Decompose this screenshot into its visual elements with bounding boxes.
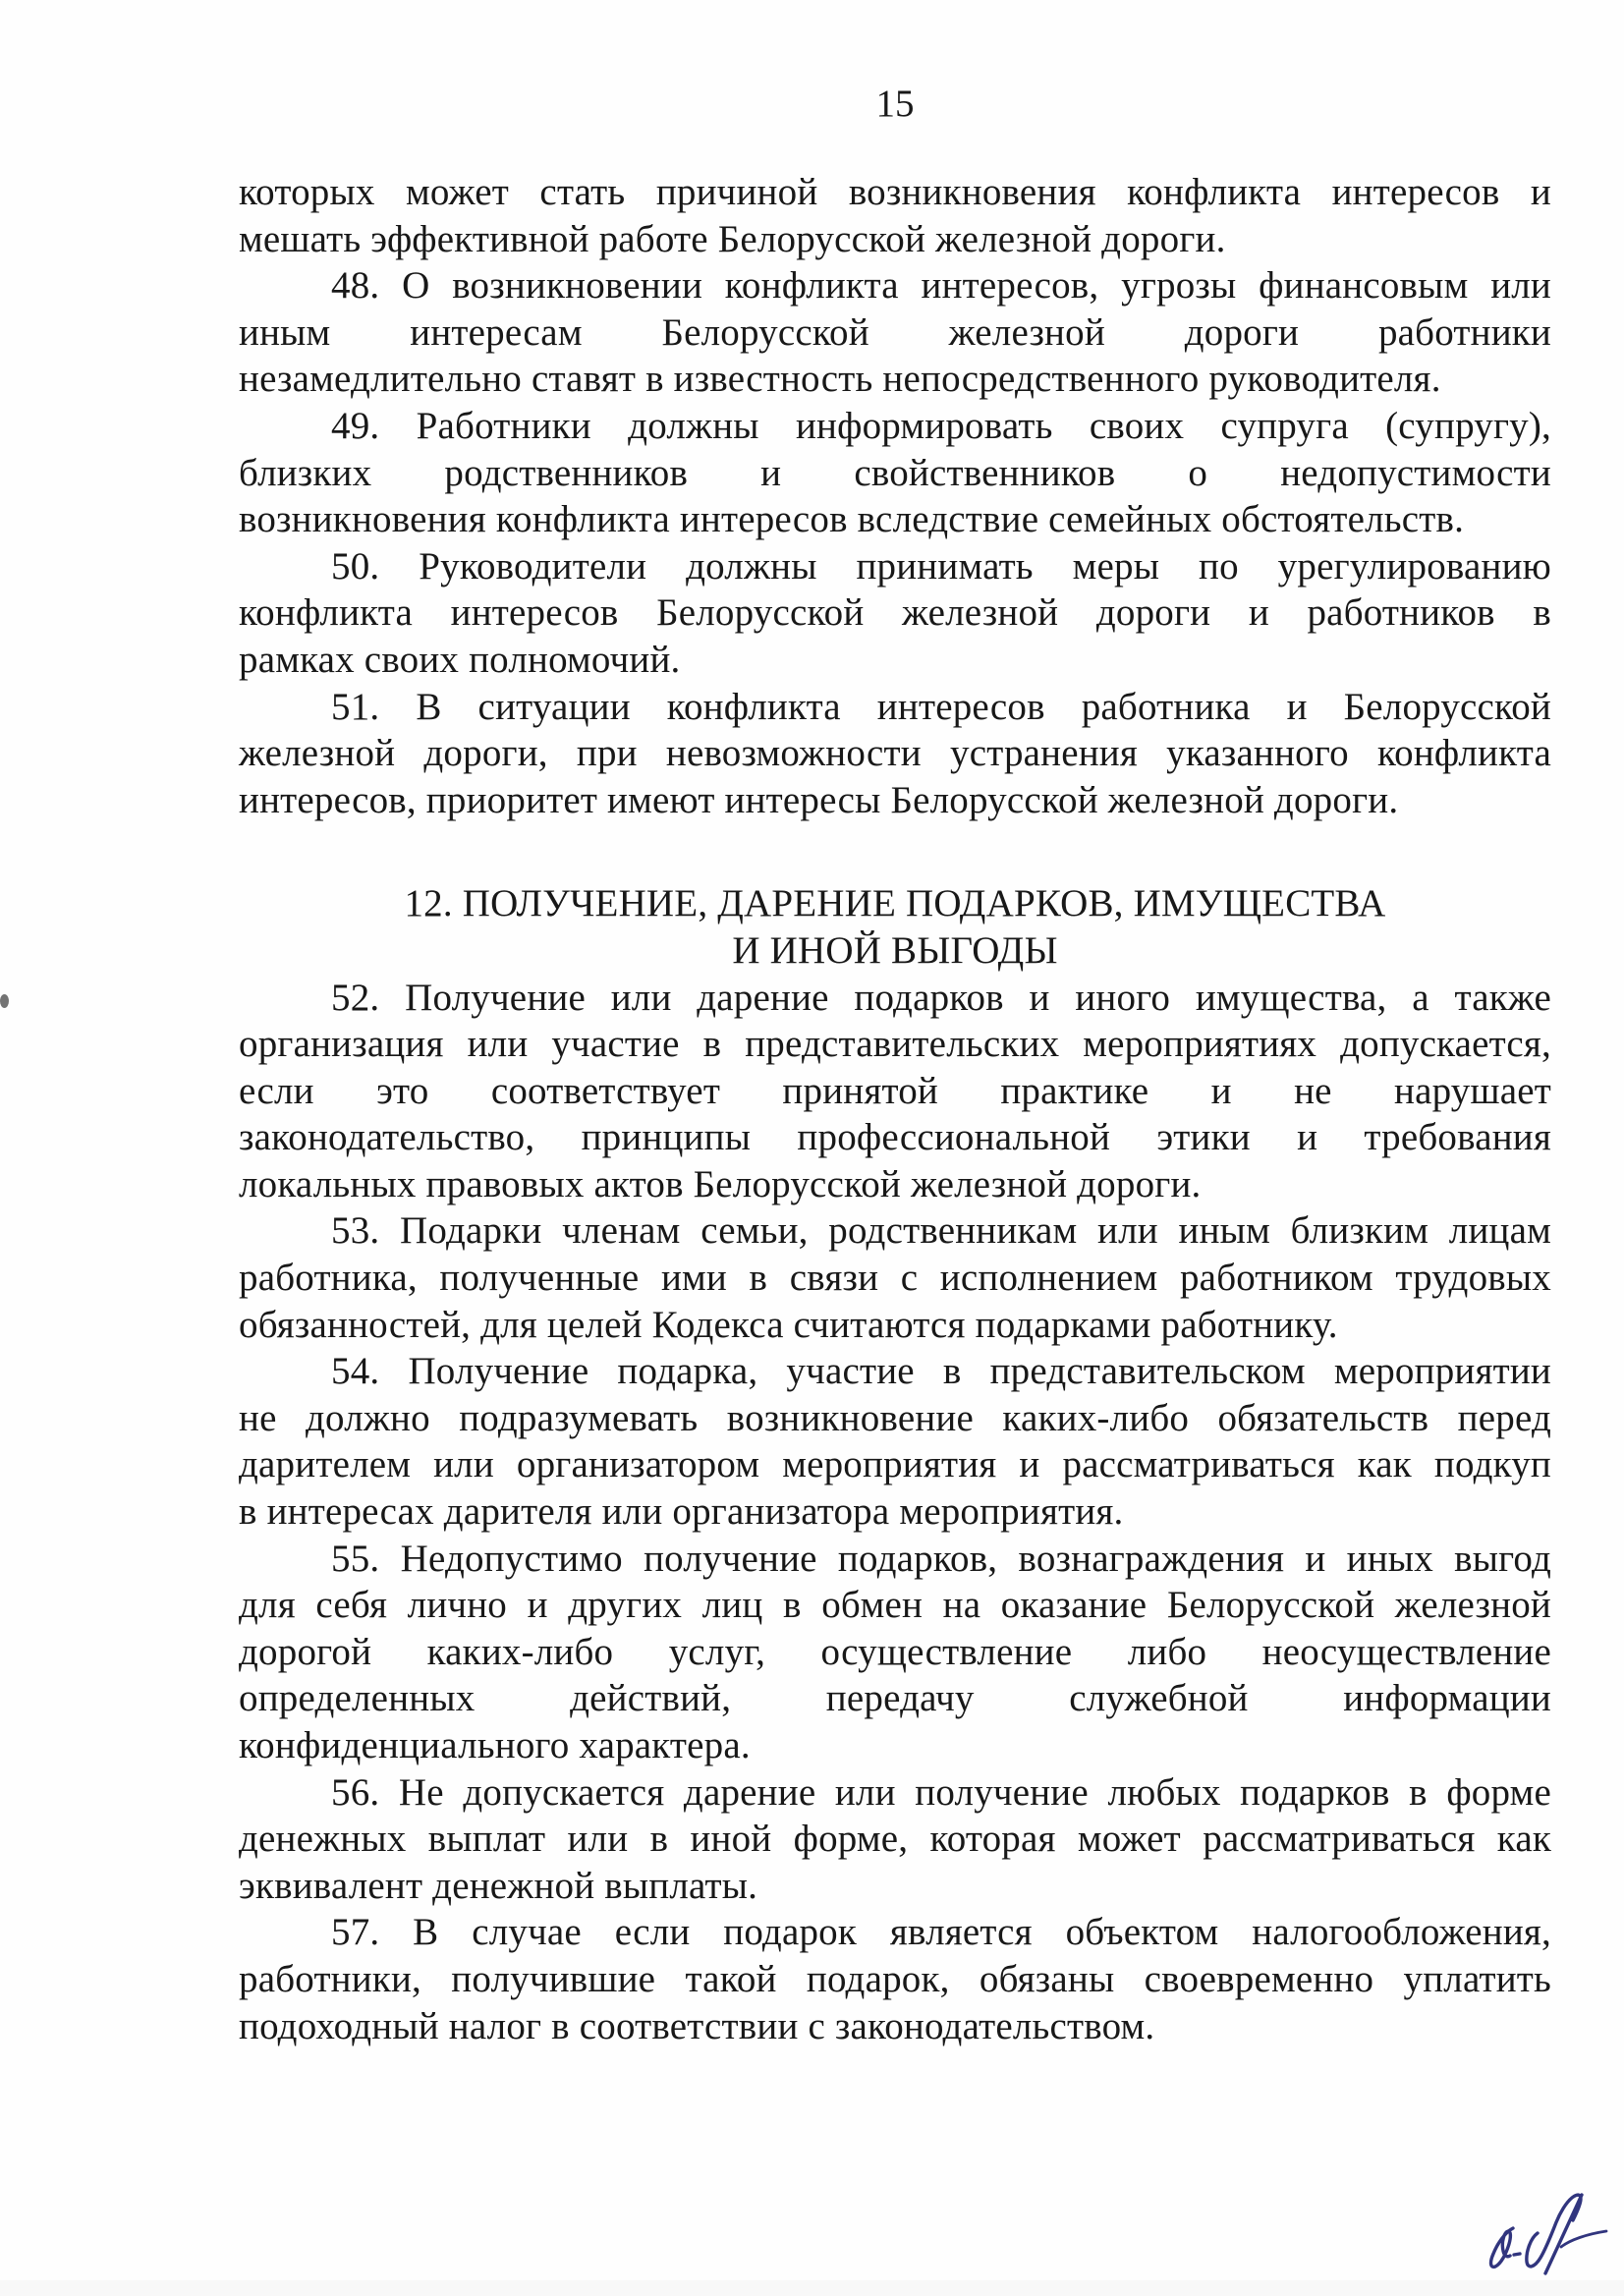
paragraph-48 (239, 262, 1551, 403)
text-line: организация или участие в представительских мероприятиях допускается, (239, 1023, 1551, 1066)
text-line: 56. Не допускается дарение или получение любых подарков в форме (331, 1770, 1551, 1814)
text-line: подоходный налог в соответствии с законодательством. (239, 2004, 1155, 2047)
text-line: локальных правовых актов Белорусской железной дороги. (239, 1162, 1202, 1205)
text-line: 50. Руководители должны принимать меры по урегулированию (331, 544, 1551, 588)
text-line: 53. Подарки членам семьи, родственникам или иным близким лицам (331, 1209, 1551, 1253)
section-heading (239, 880, 1551, 974)
text-line: работники, получившие такой подарок, обязаны своевременно уплатить (239, 1957, 1551, 2000)
paragraph-53 (239, 1207, 1551, 1348)
text-line: 48. О возникновении конфликта интересов, угрозы финансовым или (331, 264, 1551, 308)
scan-artifact-speck (0, 994, 9, 1008)
paragraph-55 (239, 1536, 1551, 1769)
paragraph-49 (239, 403, 1551, 543)
paragraph-54 (239, 1348, 1551, 1535)
text-line: рамках своих полномочий. (239, 638, 681, 681)
text-line: эквивалент денежной выплаты. (239, 1864, 758, 1907)
section-heading-line-2: И ИНОЙ ВЫГОДЫ (732, 928, 1058, 972)
paragraph-51 (239, 684, 1551, 824)
text-line: 54. Получение подарка, участие в представительском мероприятии (331, 1350, 1551, 1393)
paragraph-56 (239, 1769, 1551, 1910)
text-line: интересов, приоритет имеют интересы Белорусской железной дороги. (239, 778, 1399, 821)
text-block (239, 169, 1551, 2049)
text-line: если это соответствует принятой практике и не нарушает (239, 1069, 1551, 1112)
text-line: определенных действий, передачу служебной информации (239, 1677, 1551, 1720)
text-line: не должно подразумевать возникновение каких-либо обязательств перед (239, 1396, 1551, 1439)
text-line: в интересах дарителя или организатора мероприятия. (239, 1490, 1124, 1534)
text-line: мешать эффективной работе Белорусской железной дороги. (239, 217, 1226, 260)
paragraph-50 (239, 543, 1551, 684)
page-number: 15 (875, 83, 915, 125)
text-line: 51. В ситуации конфликта интересов работника и Белорусской (331, 685, 1551, 728)
scan-edge-shade (0, 2280, 1624, 2296)
paragraph-47 (239, 169, 1551, 262)
text-line: незамедлительно ставят в известность непосредственного руководителя. (239, 358, 1441, 401)
text-line: обязанностей, для целей Кодекса считаются подарками работнику. (239, 1303, 1338, 1346)
text-line: 55. Недопустимо получение подарков, вознаграждения и иных выгод (331, 1537, 1551, 1580)
text-line: для себя лично и других лиц в обмен на оказание Белорусской железной (239, 1584, 1551, 1627)
text-line: конфиденциального характера. (239, 1724, 751, 1766)
section-heading-line-1: 12. ПОЛУЧЕНИЕ, ДАРЕНИЕ ПОДАРКОВ, ИМУЩЕСТВА (404, 882, 1386, 925)
text-line: 49. Работники должны информировать своих супруга (супругу), (331, 404, 1551, 447)
text-line: возникновения конфликта интересов вследствие семейных обстоятельств. (239, 498, 1465, 541)
text-line: железной дороги, при невозможности устранения указанного конфликта (239, 732, 1551, 775)
paragraph-52 (239, 975, 1551, 1208)
text-line: законодательство, принципы профессиональной этики и требования (239, 1116, 1551, 1159)
text-line: 57. В случае если подарок является объектом налогообложения, (331, 1911, 1551, 1954)
text-line: 52. Получение или дарение подарков и иного имущества, а также (331, 976, 1551, 1019)
text-line: дарителем или организатором мероприятия и рассматриваться как подкуп (239, 1443, 1551, 1486)
text-line: денежных выплат или в иной форме, которая может рассматриваться как (239, 1818, 1551, 1861)
text-line: дорогой каких-либо услуг, осуществление либо неосуществление (239, 1630, 1551, 1673)
text-line: иным интересам Белорусской железной дороги работники (239, 310, 1551, 354)
paragraph-57 (239, 1909, 1551, 2049)
text-line: работника, полученные ими в связи с исполнением работником трудовых (239, 1257, 1551, 1300)
text-line: которых может стать причиной возникновения конфликта интересов и (239, 171, 1551, 213)
text-line: близких родственников и свойственников о недопустимости (239, 451, 1551, 494)
handwritten-signature (1444, 2171, 1624, 2296)
text-line: конфликта интересов Белорусской железной дороги и работников в (239, 591, 1551, 635)
